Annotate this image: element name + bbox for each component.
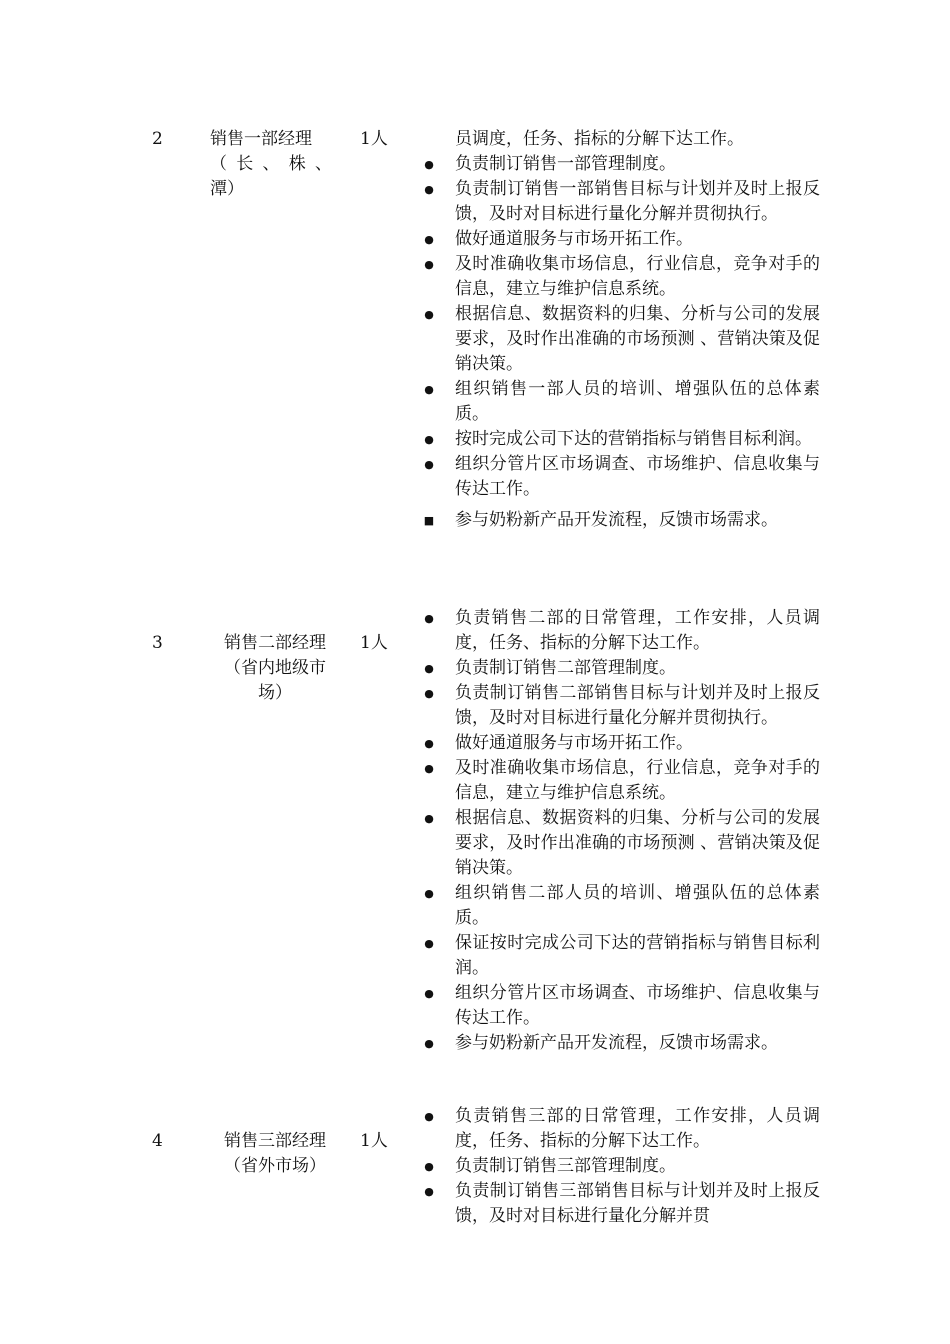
title-glyph: 、: [315, 154, 332, 174]
list-item: ● 负责制订销售一部管理制度。: [420, 152, 820, 177]
circle-bullet-icon: ●: [424, 662, 434, 675]
circle-bullet-icon: ●: [424, 887, 434, 900]
circle-bullet-icon: ●: [424, 1160, 434, 1173]
list-item: ● 及时准确收集市场信息，行业信息，竞争对手的信息，建立与维护信息系统。: [424, 254, 820, 299]
duty-continuation: 员调度，任务、指标的分解下达工作。: [455, 129, 744, 149]
position-title-line: 潭）: [210, 179, 244, 199]
list-item: ● 组织销售一部人员的培训、增强队伍的总体素质。: [424, 379, 820, 424]
list-item: ● 负责制订销售二部销售目标与计划并及时上报反馈，及时对目标进行量化分解并贯彻执行。: [424, 683, 820, 728]
duty-list: [420, 1104, 820, 1229]
row-number: 2: [152, 129, 163, 149]
position-title-line: （省外市场）: [224, 1156, 326, 1176]
list-item: ● 根据信息、数据资料的归集、分析与公司的发展要求，及时作出准确的市场预测 、营销决策及促销决策。: [424, 808, 820, 878]
position-title: [210, 127, 340, 202]
row-number: 4: [152, 1131, 163, 1151]
list-item: ● 负责销售二部的日常管理，工作安排，人员调度，任务、指标的分解下达工作。: [424, 608, 820, 653]
title-glyph: 株: [288, 154, 306, 174]
circle-bullet-icon: ●: [424, 433, 434, 446]
circle-bullet-icon: ●: [424, 1110, 434, 1123]
list-item: ● 组织分管片区市场调查、市场维护、信息收集与传达工作。: [424, 454, 820, 499]
list-item: ● 参与奶粉新产品开发流程，反馈市场需求。: [420, 1031, 820, 1056]
list-item: ● 做好通道服务与市场开拓工作。: [420, 731, 820, 756]
circle-bullet-icon: ●: [424, 612, 434, 625]
position-title-line: 销售二部经理: [224, 633, 326, 653]
circle-bullet-icon: ●: [424, 1185, 434, 1198]
circle-bullet-icon: ●: [424, 762, 434, 775]
circle-bullet-icon: ●: [424, 687, 434, 700]
list-item: ● 做好通道服务与市场开拓工作。: [420, 227, 820, 252]
position-title-line: （省内地级市: [224, 658, 326, 678]
duty-list: [420, 606, 820, 1056]
circle-bullet-icon: ●: [424, 258, 434, 271]
circle-bullet-icon: ●: [424, 987, 434, 1000]
list-item: ■ 参与奶粉新产品开发流程，反馈市场需求。: [420, 508, 820, 533]
circle-bullet-icon: ●: [424, 183, 434, 196]
position-title-line: 销售三部经理: [224, 1131, 326, 1151]
list-item: ● 及时准确收集市场信息，行业信息，竞争对手的信息，建立与维护信息系统。: [424, 758, 820, 803]
list-item: ● 组织分管片区市场调查、市场维护、信息收集与传达工作。: [424, 983, 820, 1028]
list-item: ● 负责制订销售二部管理制度。: [420, 656, 820, 681]
square-bullet-icon: ■: [423, 514, 435, 527]
circle-bullet-icon: ●: [424, 383, 434, 396]
position-title-line: 销售一部经理: [210, 129, 312, 149]
list-item: ● 负责制订销售一部销售目标与计划并及时上报反馈，及时对目标进行量化分解并贯彻执行。: [424, 179, 820, 224]
circle-bullet-icon: ●: [424, 308, 434, 321]
list-item: ● 组织销售二部人员的培训、增强队伍的总体素质。: [424, 883, 820, 928]
position-title-line: 场）: [258, 683, 292, 703]
position-title-line: [210, 152, 332, 177]
circle-bullet-icon: ●: [424, 158, 434, 171]
list-item: ● 负责销售三部的日常管理，工作安排，人员调度，任务、指标的分解下达工作。: [424, 1106, 820, 1151]
list-item: ● 按时完成公司下达的营销指标与销售目标利润。: [420, 427, 820, 452]
position-title: [210, 1129, 340, 1179]
circle-bullet-icon: ●: [424, 937, 434, 950]
title-glyph: （: [210, 154, 227, 174]
title-glyph: 长: [236, 154, 254, 174]
circle-bullet-icon: ●: [424, 737, 434, 750]
circle-bullet-icon: ●: [424, 812, 434, 825]
list-item: ● 负责制订销售三部管理制度。: [420, 1154, 820, 1179]
circle-bullet-icon: ●: [424, 458, 434, 471]
list-item: ● 保证按时完成公司下达的营销指标与销售目标利润。: [424, 933, 820, 978]
headcount: 1人: [360, 129, 388, 149]
headcount: 1人: [360, 633, 388, 653]
list-item: ● 负责制订销售三部销售目标与计划并及时上报反馈，及时对目标进行量化分解并贯: [424, 1181, 820, 1226]
circle-bullet-icon: ●: [424, 1037, 434, 1050]
headcount: 1人: [360, 1131, 388, 1151]
position-title: [210, 631, 340, 706]
title-glyph: 、: [262, 154, 280, 174]
duty-list: [420, 127, 820, 533]
row-number: 3: [152, 633, 163, 653]
list-item: ● 根据信息、数据资料的归集、分析与公司的发展要求，及时作出准确的市场预测 、营销决策及促销决策。: [424, 304, 820, 374]
circle-bullet-icon: ●: [424, 233, 434, 246]
